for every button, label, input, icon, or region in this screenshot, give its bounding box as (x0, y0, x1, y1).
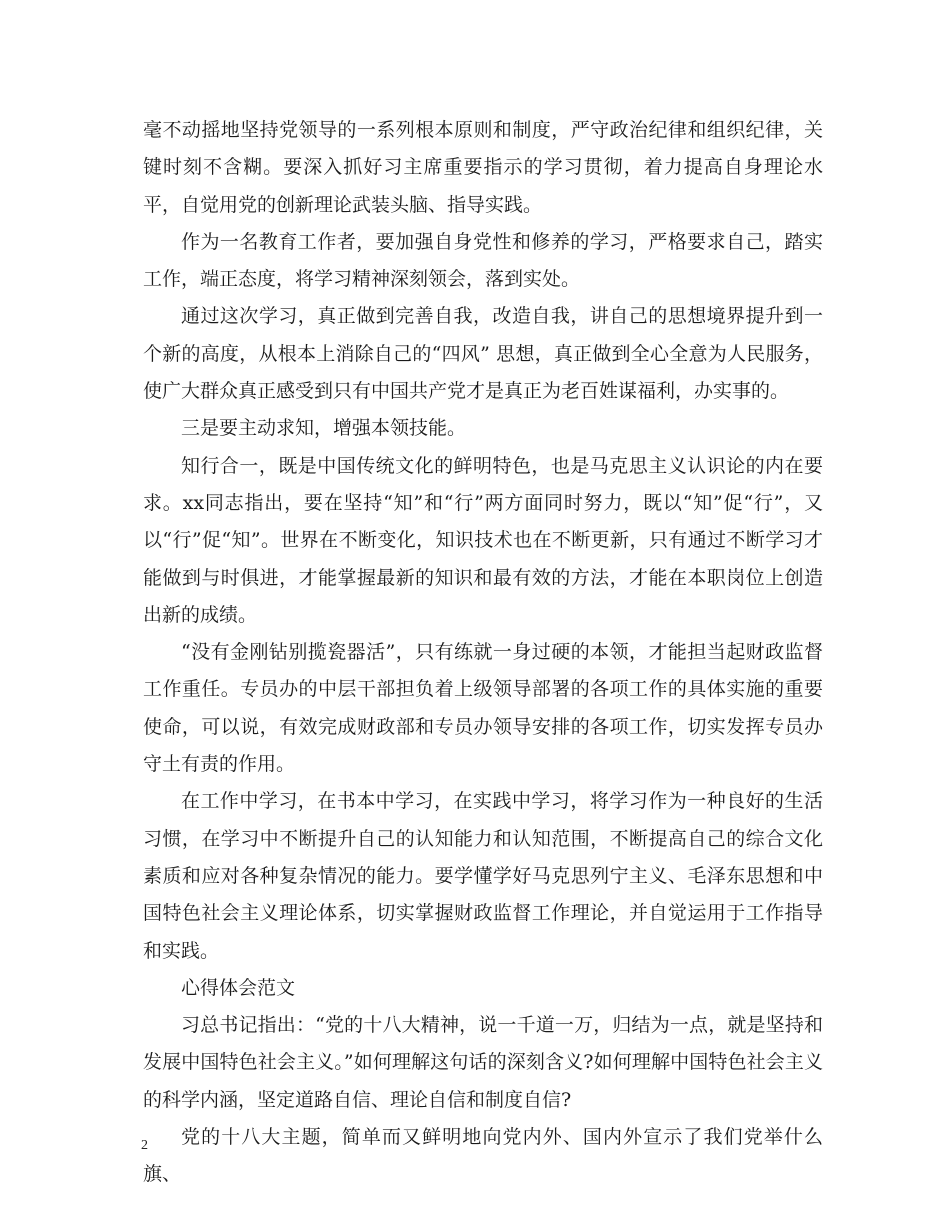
page-number: 2 (141, 1138, 148, 1153)
paragraph: 在工作中学习，在书本中学习，在实践中学习，将学习作为一种良好的生活习惯，在学习中不断提升自己的认知能力和认知范围，不断提高自己的综合文化素质和应对各种复杂情况的能力。要学懂学好马克思列宁主义、毛泽东思想和中国特色社会主义理论体系，切实掌握财政监督工作理论，并自觉运用于工作指导和实践。 (143, 790, 823, 962)
paragraph: 通过这次学习，真正做到完善自我，改造自我，讲自己的思想境界提升到一个新的高度，从根本上消除自己的“四风” 思想，真正做到全心全意为人民服务，使广大群众真正感受到只有中国共产党才是真正为老百姓谋福利，办实事的。 (143, 305, 823, 403)
paragraph: 党的十八大主题，简单而又鲜明地向党内外、国内外宣示了我们党举什么旗、 (143, 1126, 823, 1186)
paragraph: “没有金刚钻别揽瓷器活”，只有练就一身过硬的本领，才能担当起财政监督工作重任。专员办的中层干部担负着上级领导部署的各项工作的具体实施的重要使命，可以说，有效完成财政部和专员办领导安排的各项工作，切实发挥专员办守土有责的作用。 (143, 641, 823, 776)
document-body (143, 112, 823, 1194)
paragraph: 习总书记指出：“党的十八大精神，说一千道一万，归结为一点，就是坚持和发展中国特色社会主义。”如何理解这句话的深刻含义?如何理解中国特色社会主义的科学内涵，坚定道路自信、理论自信和制度自信? (143, 1014, 823, 1111)
paragraph: 知行合一，既是中国传统文化的鲜明特色，也是马克思主义认识论的内在要求。xx同志指出，要在坚持“知”和“行”两方面同时努力，既以“知”促“行”，又以“行”促“知”。世界在不断变化，知识技术也在不断更新，只有通过不断学习才能做到与时俱进，才能掌握最新的知识和最有效的方法，才能在本职岗位上创造出新的成绩。 (143, 454, 823, 626)
paragraph: 作为一名教育工作者，要加强自身党性和修养的学习，严格要求自己，踏实工作，端正态度，将学习精神深刻领会，落到实处。 (143, 230, 823, 291)
section-heading: 心得体会范文 (181, 976, 296, 999)
section-heading: 三是要主动求知，增强本领技能。 (181, 417, 467, 440)
paragraph-continuation: 毫不动摇地坚持党领导的一系列根本原则和制度，严守政治纪律和组织纪律，关键时刻不含糊。要深入抓好习主席重要指示的学习贯彻，着力提高自身理论水平，自觉用党的创新理论武装头脑、指导实践。 (143, 119, 823, 216)
